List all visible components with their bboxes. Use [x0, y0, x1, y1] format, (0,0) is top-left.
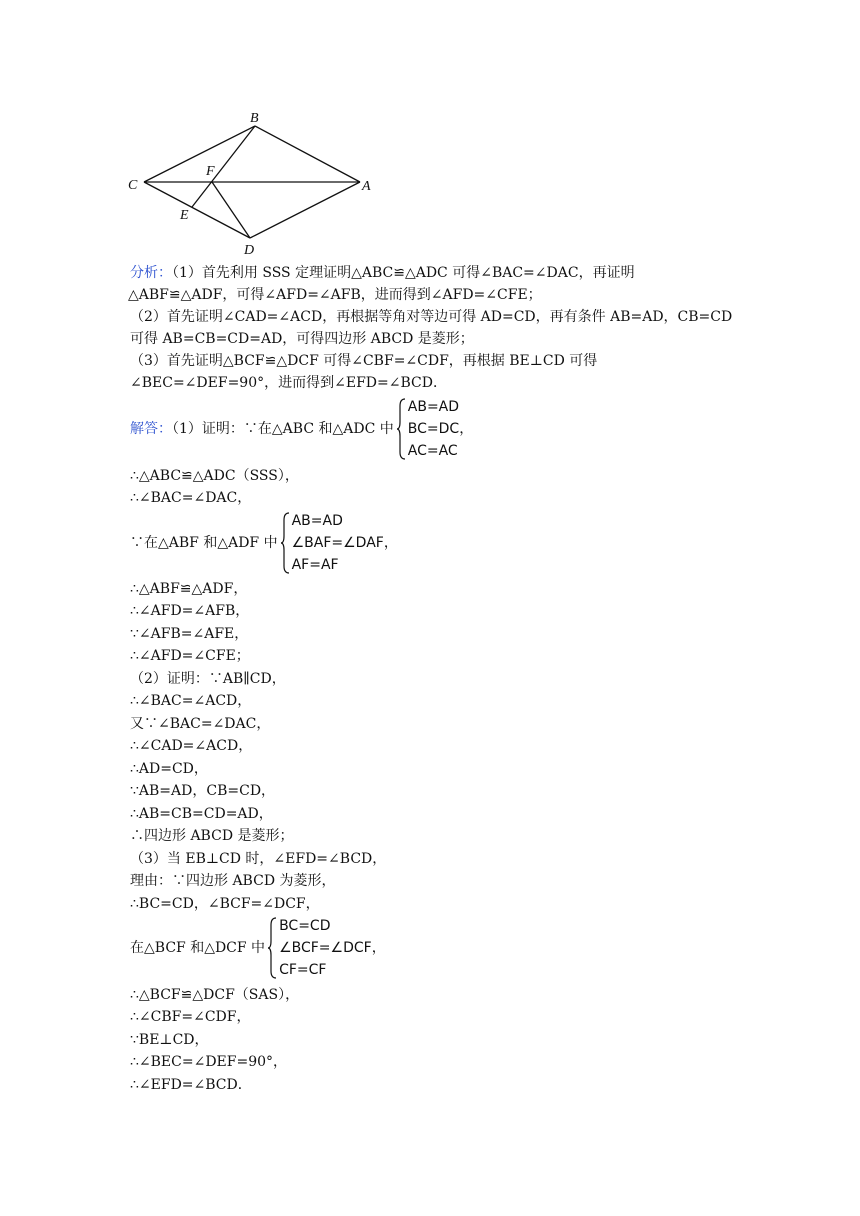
equation-system-2	[130, 510, 398, 576]
system-2-eq-3: AF=AF	[291, 557, 339, 573]
solution-line: ∴∠AFD=∠AFB，	[130, 603, 250, 619]
solution-line: （3）当 EB⊥CD 时，∠EFD=∠BCD，	[130, 851, 387, 867]
point-label-C: C	[128, 178, 138, 193]
analysis-label: 分析：	[130, 265, 172, 281]
point-label-F: F	[206, 164, 215, 179]
solution-line: ∴∠EFD=∠BCD．	[130, 1077, 252, 1093]
solution-line: ∵∠AFB=∠AFE，	[130, 626, 249, 642]
solution-line: ∴AB=CB=CD=AD，	[130, 806, 273, 822]
rhombus-figure	[120, 104, 380, 260]
system-3-eq-1: BC=CD	[279, 918, 331, 934]
solution-line: ∴∠CBF=∠CDF，	[130, 1009, 251, 1025]
analysis-line-6: ∠BEC=∠DEF=90°，进而得到∠EFD=∠BCD．	[130, 375, 447, 391]
solution-line: ∴△ABF≌△ADF，	[130, 581, 248, 597]
analysis-line-1: 分析：（1）首先利用 SSS 定理证明△ABC≌△ADC 可得∠BAC=∠DAC，再证明	[130, 265, 635, 281]
solution-line: ∴∠BAC=∠DAC，	[130, 490, 252, 506]
solution-line: ∴四边形 ABCD 是菱形；	[130, 828, 294, 844]
system-3-eq-2: ∠BCF=∠DCF	[279, 940, 372, 956]
solution-line: ∴∠BAC=∠ACD，	[130, 693, 252, 709]
solution-line: ∴△ABC≌△ADC（SSS），	[130, 468, 299, 484]
analysis-line-5: （3）首先证明△BCF≌△DCF 可得∠CBF=∠CDF，再根据 BE⊥CD 可得	[130, 353, 598, 369]
edge-BA	[255, 126, 360, 182]
solution-line: ∵BE⊥CD，	[130, 1032, 209, 1048]
system-2-eq-1: AB=AD	[291, 513, 343, 529]
solution-line: 又∵∠BAC=∠DAC，	[130, 716, 271, 732]
system-3-eq-3: CF=CF	[279, 962, 327, 978]
solution-line: ∴△BCF≌△DCF（SAS），	[130, 987, 300, 1003]
solution-line: 理由：∵四边形 ABCD 为菱形，	[130, 873, 336, 889]
point-label-A: A	[362, 179, 371, 194]
analysis-line-4: 可得 AB=CB=CD=AD，可得四边形 ABCD 是菱形；	[130, 331, 474, 347]
system-1-prefix: （1）证明：∵在△ABC 和△ADC 中	[172, 421, 394, 437]
system-1-eq-3: AC=AC	[407, 443, 458, 459]
left-brace-icon	[396, 398, 406, 460]
analysis-line-2: △ABF≌△ADF，可得∠AFD=∠AFB，进而得到∠AFD=∠CFE；	[128, 287, 542, 303]
point-label-D: D	[244, 243, 255, 258]
equation-system-3	[130, 915, 386, 981]
system-3-suffix: ，	[371, 940, 386, 956]
solution-line: ∴AD=CD，	[130, 761, 208, 777]
solution-line: ∵AB=AD，CB=CD，	[130, 783, 276, 799]
solution-line: ∴∠BEC=∠DEF=90°，	[130, 1054, 288, 1070]
system-2-suffix: ，	[383, 535, 398, 551]
system-3-prefix: 在△BCF 和△DCF 中	[130, 940, 266, 956]
edge-DC	[144, 182, 250, 238]
point-label-B: B	[250, 111, 259, 126]
system-1-eq-1: AB=AD	[407, 399, 460, 415]
left-brace-icon	[267, 917, 277, 979]
solution-line: ∴∠AFD=∠CFE；	[130, 648, 250, 664]
edge-AD	[250, 182, 360, 238]
system-2-prefix: ∵在△ABF 和△ADF 中	[130, 535, 278, 551]
point-label-E: E	[180, 208, 189, 223]
system-2-eq-2: ∠BAF=∠DAF	[291, 535, 384, 551]
equation-system-1	[130, 396, 473, 462]
edge-CB	[144, 126, 255, 182]
system-1-suffix: ，	[459, 421, 474, 437]
rhombus-diagram	[120, 104, 380, 260]
solution-line: ∴∠CAD=∠ACD，	[130, 738, 253, 754]
solution-line: ∴BC=CD，∠BCF=∠DCF，	[130, 896, 320, 912]
segment-FD	[212, 182, 250, 238]
analysis-line-3: （2）首先证明∠CAD=∠ACD，再根据等角对等边可得 AD=CD，再有条件 AB=AD，CB=CD	[130, 309, 733, 325]
segment-BE	[192, 126, 255, 207]
system-1-eq-2: BC=DC	[407, 421, 460, 437]
left-brace-icon	[280, 512, 290, 574]
solution-label: 解答：	[130, 421, 172, 437]
solution-line: （2）证明：∵AB∥CD，	[130, 671, 286, 687]
